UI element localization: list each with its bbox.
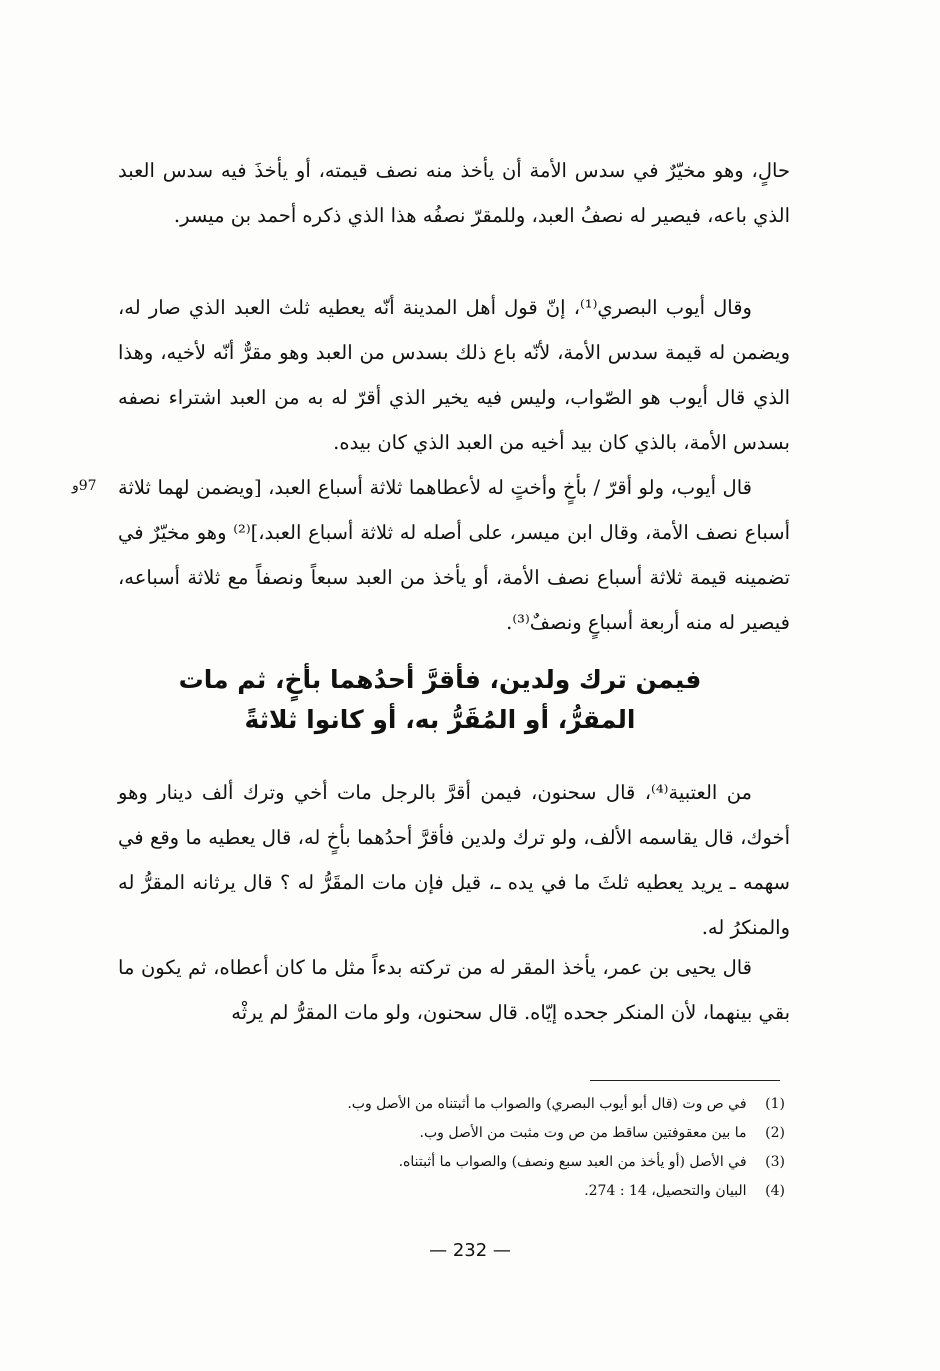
paragraph-1: حالٍ، وهو مخيّرٌ في سدس الأمة أن يأخذ منه نصف قيمته، أو يأخذَ فيه سدس العبد الذي باعه، فيصير له نصفُ العبد، وللمقرّ نصفُه هذا الذي ذكره أحمد بن ميسر. bbox=[118, 159, 790, 227]
footnote-number: (4) bbox=[765, 1183, 785, 1199]
folio-margin-note: 97و bbox=[72, 478, 97, 494]
footnote-number: (2) bbox=[765, 1125, 785, 1141]
page-number: — 232 — bbox=[429, 1240, 511, 1261]
footnote-item bbox=[230, 1148, 785, 1177]
paragraph-5: قال يحيى بن عمر، يأخذ المقر له من تركته بدءاً مثل ما كان أعطاه، ثم يكون ما بقي بينهما، لأن المنكر جحده إيّاه. قال سحنون، ولو مات المقرُّ لم يرثْه bbox=[118, 956, 790, 1024]
paragraph-3: قال أيوب، ولو أقرّ / بأخٍ وأختٍ له لأعطاهما ثلاثة أسباع العبد، [ويضمن لهما ثلاثة أسباع نصف الأمة، وقال ابن ميسر، على أصله له ثلاثة أسباع العبد،]⁽²⁾ وهو مخيّرٌ في تضمينه قيمة ثلاثة أسباع نصف الأمة، أو يأخذ من العبد سبعاً ونصفاً مع ثلاثة أسباعه، فيصير له منه أربعة أسباعٍ ونصفٌ⁽³⁾. bbox=[118, 476, 790, 634]
footnote-item bbox=[230, 1090, 785, 1119]
paragraph-4: من العتبية⁽⁴⁾، قال سحنون، فيمن أقرَّ بالرجل مات أخي وترك ألف دينار وهو أخوك، قال يقاسمه الألف، ولو ترك ولدين فأقرَّ أحدُهما بأخٍ له، قال يعطيه ما وقع في سهمه ـ يريد يعطيه ثلثَ ما في يده ـ، قيل فإن مات المقَرُّ له ؟ قال يرثانه المقرُّ له والمنكرُ له. bbox=[118, 781, 790, 939]
footnote-text: ما بين معقوفتين ساقط من ص وت مثبت من الأصل وب. bbox=[419, 1125, 747, 1141]
footnote-text: البيان والتحصيل، 14 : 274. bbox=[584, 1183, 747, 1199]
footnote-text: في الأصل (أو يأخذ من العبد سبع ونصف) والصواب ما أثبتناه. bbox=[398, 1154, 747, 1170]
footnote-item bbox=[230, 1177, 785, 1206]
footnotes-list bbox=[230, 1090, 785, 1206]
section-heading bbox=[160, 660, 720, 740]
footnote-item bbox=[230, 1119, 785, 1148]
section-heading-line-1: فيمن ترك ولدين، فأقرَّ أحدُهما بأخٍ، ثم مات bbox=[178, 665, 702, 694]
paragraph-2: وقال أيوب البصري⁽¹⁾، إنّ قول أهل المدينة أنّه يعطيه ثلث العبد الذي صار له، ويضمن له قيمة سدس الأمة، لأنّه باع ذلك بسدس من العبد وهو مقرٌّ أنّه لأخيه، وهذا الذي قال أيوب هو الصّواب، وليس فيه يخير الذي أقرّ له به من العبد اشتراء نصفه بسدس الأمة، بالذي كان بيد أخيه من العبد الذي كان بيده. bbox=[118, 296, 790, 454]
section-heading-line-2: المقرُّ، أو المُقَرُّ به، أو كانوا ثلاثةً bbox=[244, 705, 636, 734]
footnote-number: (1) bbox=[765, 1096, 785, 1112]
footnote-text: في ص وت (قال أبو أيوب البصري) والصواب ما أثبتناه من الأصل وب. bbox=[347, 1096, 747, 1112]
footnote-divider bbox=[590, 1080, 780, 1081]
footnote-number: (3) bbox=[765, 1154, 785, 1170]
